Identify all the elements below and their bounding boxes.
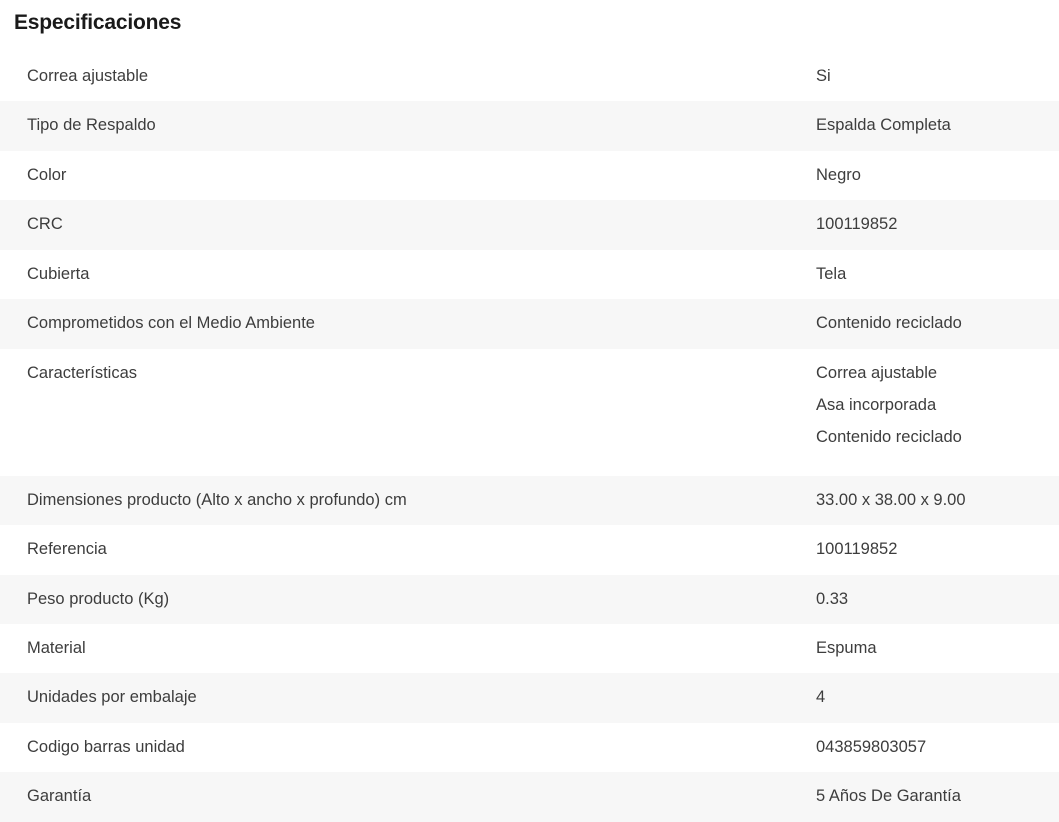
spec-value: 100119852	[816, 215, 898, 234]
spec-value: 0.33	[816, 589, 849, 608]
spec-value: Tela	[816, 264, 847, 283]
table-row	[0, 772, 1059, 821]
table-row	[0, 575, 1059, 624]
list-item: Asa incorporada	[816, 395, 937, 414]
spec-label: Dimensiones producto (Alto x ancho x profundo) cm	[27, 490, 407, 509]
spec-label: Cubierta	[27, 264, 90, 283]
spec-label: CRC	[27, 215, 63, 234]
spec-label: Unidades por embalaje	[27, 688, 197, 707]
spec-label: Comprometidos con el Medio Ambiente	[27, 314, 315, 333]
spec-value: Contenido reciclado	[816, 314, 962, 333]
spec-value-list	[816, 362, 1059, 450]
spec-value: Negro	[816, 165, 861, 184]
spec-label: Color	[27, 165, 67, 184]
table-row	[0, 673, 1059, 722]
specifications-table-body	[0, 52, 1059, 822]
table-row	[0, 200, 1059, 249]
spec-label: Garantía	[27, 787, 92, 806]
spec-value: Espuma	[816, 639, 877, 658]
spec-label: Peso producto (Kg)	[27, 589, 170, 608]
table-row	[0, 525, 1059, 574]
spec-value: 33.00 x 38.00 x 9.00	[816, 490, 966, 509]
table-row	[0, 101, 1059, 150]
spec-value: Espalda Completa	[816, 116, 951, 135]
specifications-page	[0, 11, 1059, 822]
table-row	[0, 52, 1059, 101]
spec-label: Tipo de Respaldo	[27, 116, 156, 135]
table-row	[0, 476, 1059, 525]
spec-label: Características	[27, 363, 138, 382]
table-row	[0, 349, 1059, 476]
spec-label: Material	[27, 639, 86, 658]
page-title: Especificaciones	[14, 11, 182, 34]
list-item: Correa ajustable	[816, 363, 938, 382]
specifications-table	[0, 52, 1059, 822]
list-item: Contenido reciclado	[816, 428, 962, 447]
table-row	[0, 723, 1059, 772]
spec-value: 043859803057	[816, 737, 927, 756]
table-row	[0, 299, 1059, 348]
spec-label: Codigo barras unidad	[27, 737, 185, 756]
spec-label: Correa ajustable	[27, 67, 149, 85]
table-row	[0, 151, 1059, 200]
spec-value: 100119852	[816, 540, 898, 559]
spec-label: Referencia	[27, 540, 107, 559]
table-row	[0, 624, 1059, 673]
spec-value	[816, 349, 1059, 476]
spec-value: Si	[816, 67, 831, 85]
spec-value: 4	[816, 688, 826, 707]
spec-value: 5 Años De Garantía	[816, 787, 961, 806]
table-row	[0, 250, 1059, 299]
